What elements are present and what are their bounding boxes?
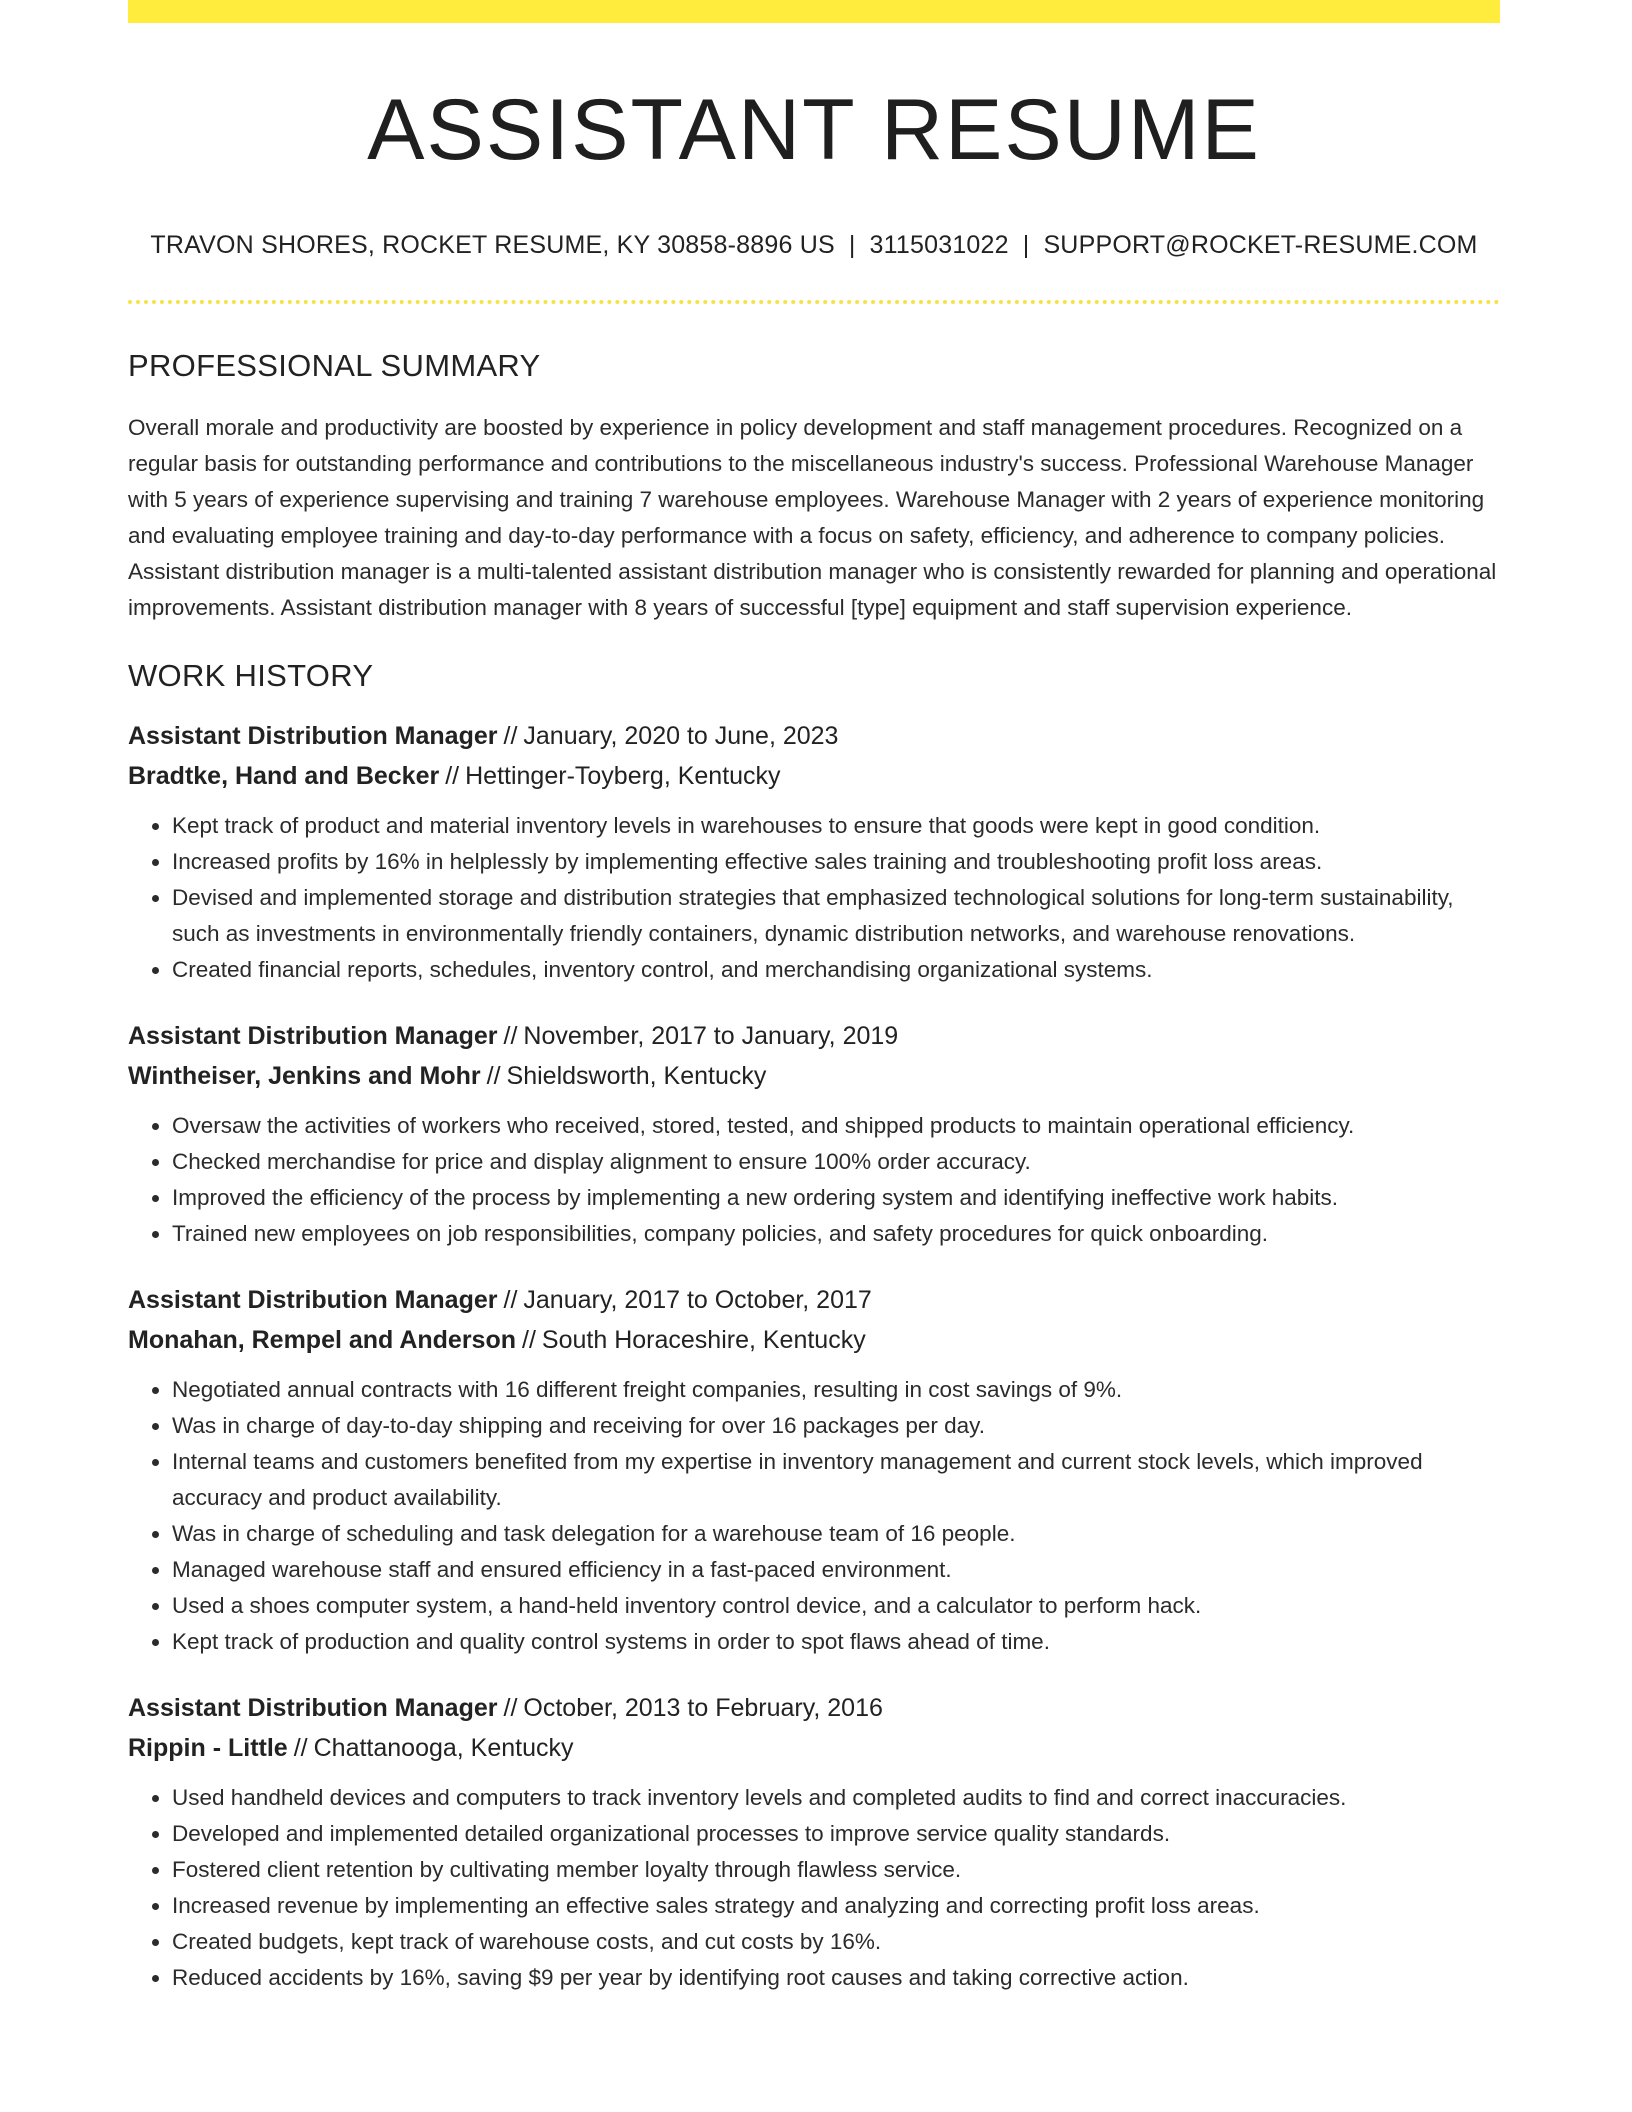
contact-phone: 3115031022 — [869, 231, 1009, 259]
contact-email: SUPPORT@ROCKET-RESUME.COM — [1043, 231, 1478, 259]
job-separator: // — [522, 1326, 536, 1354]
job-bullet: • Internal teams and customers benefited from my expertise in inventory management and current stock levels, which improved accuracy and product availability. — [172, 1444, 1500, 1516]
job-bullet: • Increased revenue by implementing an effective sales strategy and analyzing and correcting profit loss areas. — [172, 1888, 1500, 1924]
job-bullet: • Was in charge of scheduling and task delegation for a warehouse team of 16 people. — [172, 1516, 1500, 1552]
job-bullet: • Created budgets, kept track of warehouse costs, and cut costs by 16%. — [172, 1924, 1500, 1960]
job-bullet: • Devised and implemented storage and distribution strategies that emphasized technological solutions for long-term sustainability, such as investments in environmentally friendly containers, dynamic distribution networks, and warehouse renovations. — [172, 880, 1500, 952]
job-company: Monahan, Rempel and Anderson — [128, 1326, 517, 1354]
job-company: Rippin - Little — [128, 1734, 288, 1762]
job-title: Assistant Distribution Manager — [128, 722, 498, 750]
job-dates: January, 2017 to October, 2017 — [523, 1286, 872, 1314]
job-separator: // — [503, 1022, 518, 1050]
job-bullet: • Oversaw the activities of workers who received, stored, tested, and shipped products to maintain operational efficiency. — [172, 1108, 1500, 1144]
job-title: Assistant Distribution Manager — [128, 1694, 498, 1722]
summary-text: Overall morale and productivity are boosted by experience in policy development and staff management procedures. Recognized on a regular basis for outstanding performance and contributions to the miscellaneous industry's success. Professional Warehouse Manager with 5 years of experience supervising and training 7 warehouse employees. Warehouse Manager with 2 years of experience monitoring and evaluating employee training and day-to-day performance with a focus on safety, efficiency, and adherence to company policies. Assistant distribution manager is a multi-talented assistant distribution manager who is consistently rewarded for planning and operational improvements. Assistant distribution manager with 8 years of successful [type] equipment and staff supervision experience. — [128, 415, 1497, 620]
job-company-line — [128, 1728, 1500, 1768]
job-bullet: • Used a shoes computer system, a hand-held inventory control device, and a calculator to perform hack. — [172, 1588, 1500, 1624]
job-separator: // — [445, 762, 460, 790]
job-location: Chattanooga, Kentucky — [313, 1734, 574, 1762]
work-history-list — [128, 716, 1500, 1996]
job-bullet: • Fostered client retention by cultivating member loyalty through flawless service. — [172, 1852, 1500, 1888]
job-bullets — [128, 1108, 1500, 1252]
job-location: Shieldsworth, Kentucky — [506, 1062, 767, 1090]
job-company-line — [128, 756, 1500, 796]
job-bullet: • Checked merchandise for price and display alignment to ensure 100% order accuracy. — [172, 1144, 1500, 1180]
job-title-line — [128, 716, 1500, 756]
job-bullet: • Increased profits by 16% in helplessly by implementing effective sales training and troubleshooting profit loss areas. — [172, 844, 1500, 880]
job-company: Bradtke, Hand and Becker — [128, 762, 440, 790]
job-bullet: • Kept track of production and quality control systems in order to spot flaws ahead of time. — [172, 1624, 1500, 1660]
contact-separator: | — [848, 231, 856, 259]
job-entry — [128, 1688, 1500, 1996]
job-bullet: • Developed and implemented detailed organizational processes to improve service quality standards. — [172, 1816, 1500, 1852]
job-dates: November, 2017 to January, 2019 — [523, 1022, 899, 1050]
contact-separator: | — [1022, 231, 1030, 259]
resume-content — [128, 0, 1500, 1996]
job-bullet: • Was in charge of day-to-day shipping and receiving for over 16 packages per day. — [172, 1408, 1500, 1444]
job-entry — [128, 1016, 1500, 1252]
contact-line — [128, 230, 1500, 260]
job-bullet: • Kept track of product and material inventory levels in warehouses to ensure that goods were kept in good condition. — [172, 808, 1500, 844]
job-title-line — [128, 1688, 1500, 1728]
job-bullet: • Used handheld devices and computers to track inventory levels and completed audits to find and correct inaccuracies. — [172, 1780, 1500, 1816]
job-separator: // — [293, 1734, 308, 1762]
job-separator: // — [503, 1694, 518, 1722]
job-entry — [128, 1280, 1500, 1660]
dotted-divider — [128, 300, 1500, 304]
job-title: Assistant Distribution Manager — [128, 1286, 498, 1314]
job-bullets — [128, 1780, 1500, 1996]
summary-heading: PROFESSIONAL SUMMARY — [128, 348, 541, 383]
job-location: South Horaceshire, Kentucky — [541, 1326, 866, 1354]
job-bullet: • Managed warehouse staff and ensured efficiency in a fast-paced environment. — [172, 1552, 1500, 1588]
job-title: Assistant Distribution Manager — [128, 1022, 498, 1050]
job-bullet: • Trained new employees on job responsibilities, company policies, and safety procedures for quick onboarding. — [172, 1216, 1500, 1252]
job-company: Wintheiser, Jenkins and Mohr — [128, 1062, 481, 1090]
job-bullets — [128, 808, 1500, 988]
job-bullet: • Improved the efficiency of the process by implementing a new ordering system and identifying ineffective work habits. — [172, 1180, 1500, 1216]
job-dates: October, 2013 to February, 2016 — [523, 1694, 883, 1722]
job-company-line — [128, 1320, 1500, 1360]
job-title-line — [128, 1016, 1500, 1056]
job-dates: January, 2020 to June, 2023 — [523, 722, 839, 750]
job-bullet: • Created financial reports, schedules, inventory control, and merchandising organizational systems. — [172, 952, 1500, 988]
job-separator: // — [486, 1062, 501, 1090]
job-separator: // — [503, 1286, 518, 1314]
work-history-heading: WORK HISTORY — [128, 658, 374, 693]
resume-title: ASSISTANT RESUME — [367, 82, 1261, 178]
job-bullet: • Reduced accidents by 16%, saving $9 per year by identifying root causes and taking corrective action. — [172, 1960, 1500, 1996]
job-company-line — [128, 1056, 1500, 1096]
job-title-line — [128, 1280, 1500, 1320]
job-bullet: • Negotiated annual contracts with 16 different freight companies, resulting in cost savings of 9%. — [172, 1372, 1500, 1408]
contact-address: TRAVON SHORES, ROCKET RESUME, KY 30858-8896 US — [150, 231, 835, 259]
job-entry — [128, 716, 1500, 988]
job-separator: // — [503, 722, 518, 750]
job-bullets — [128, 1372, 1500, 1660]
job-location: Hettinger-Toyberg, Kentucky — [465, 762, 781, 790]
